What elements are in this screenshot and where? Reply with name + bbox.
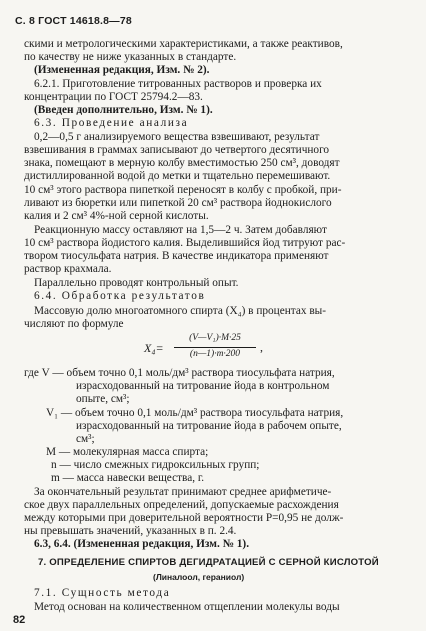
- clause-6-3-heading: 6.3. Проведение анализа: [34, 117, 189, 129]
- legend-item-n: n — число смежных гидроксильных групп;: [51, 459, 260, 471]
- text-line: ское двух параллельных определений, допускаемые расхождения: [24, 499, 339, 511]
- text-line: раствор крахмала.: [24, 263, 112, 275]
- text-line: концентрации по ГОСТ 25794.2—83.: [24, 91, 203, 103]
- text-line: 10 см³ раствора йодистого калия. Выделившийся йод титруют рас-: [24, 237, 346, 249]
- text-line: израсходованный на титрование йода в контрольном: [76, 380, 330, 392]
- text-line: ны превышать значений, указанных в п. 2.4.: [24, 525, 237, 537]
- section-7-title: 7. ОПРЕДЕЛЕНИЕ СПИРТОВ ДЕГИДРАТАЦИЕЙ С СЕРНОЙ КИСЛОТОЙ: [38, 557, 379, 568]
- text-line: числяют по формуле: [24, 318, 124, 330]
- text-line: 10 см³ этого раствора пипеткой переносят в колбу с пробкой, при-: [24, 184, 342, 196]
- running-header: С. 8 ГОСТ 14618.8—78: [15, 15, 132, 27]
- text-line: скими и метрологическими характеристиками, а также реактивов,: [24, 38, 343, 50]
- text-line: знака, помещают в мерную колбу вместимостью 250 см³, доводят: [24, 157, 340, 169]
- text-line: см³;: [76, 433, 95, 445]
- fraction-bar: [174, 347, 256, 348]
- text-line: Параллельно проводят контрольный опыт.: [34, 277, 239, 289]
- section-7-subtitle: (Линалоол, гераниол): [153, 572, 245, 582]
- formula-denominator: (n—1)·m·200: [189, 349, 241, 359]
- text-line: За окончательный результат принимают среднее арифметиче-: [34, 486, 332, 498]
- legend-item-m-mol: M — молекулярная масса спирта;: [46, 446, 209, 458]
- formula-lhs: X₄=: [144, 341, 164, 355]
- text-line: между которыми при доверительной вероятности P=0,95 не долж-: [24, 512, 344, 524]
- formula-x4: [144, 330, 304, 364]
- clause-6-4-heading: 6.4. Обработка результатов: [34, 290, 206, 302]
- page-number: 82: [13, 614, 26, 626]
- text-line: по качеству не ниже указанных в стандарте.: [24, 51, 237, 63]
- text-line: Метод основан на количественном отщеплении молекулы воды: [34, 601, 340, 613]
- legend-item-v: где V — объем точно 0,1 моль/дм³ раствора тиосульфата натрия,: [24, 367, 335, 379]
- amendment-note: 6.3, 6.4. (Измененная редакция, Изм. № 1).: [34, 538, 250, 550]
- text-line: твором тиосульфата натрия. В качестве индикатора применяют: [24, 250, 329, 262]
- text-line: опыте, см³;: [76, 393, 130, 405]
- legend-item-v1: V₁ — объем точно 0,1 моль/дм³ раствора тиосульфата натрия,: [46, 407, 344, 419]
- formula-numerator: (V—V₁)·M·25: [189, 333, 241, 343]
- text-line: дистиллированной водой до метки и тщательно перемешивают.: [24, 170, 331, 182]
- text-line: ливают из бюретки или пипеткой 20 см³ раствора йоднокислого: [24, 197, 332, 209]
- text-line: 0,2—0,5 г анализируемого вещества взвешивают, результат: [34, 131, 320, 143]
- text-line: калия и 2 см³ 4%-ной серной кислоты.: [24, 210, 209, 222]
- formula-trail: ,: [260, 340, 263, 354]
- text-line: израсходованный на титрование йода в рабочем опыте,: [76, 420, 342, 432]
- amendment-note: (Измененная редакция, Изм. № 2).: [34, 64, 210, 76]
- text-line: взвешивания в граммах записывают до четвертого десятичного: [24, 144, 330, 156]
- text-line: Реакционную массу оставляют на 1,5—2 ч. Затем добавляют: [34, 224, 327, 236]
- clause-7-1-heading: 7.1. Сущность метода: [34, 587, 171, 599]
- clause-6-2-1: 6.2.1. Приготовление титрованных растворов и проверка их: [34, 78, 322, 90]
- amendment-note: (Введен дополнительно, Изм. № 1).: [34, 104, 213, 116]
- legend-item-m: m — масса навески вещества, г.: [51, 472, 205, 484]
- text-line: Массовую долю многоатомного спирта (X₄) в процентах вы-: [34, 305, 327, 317]
